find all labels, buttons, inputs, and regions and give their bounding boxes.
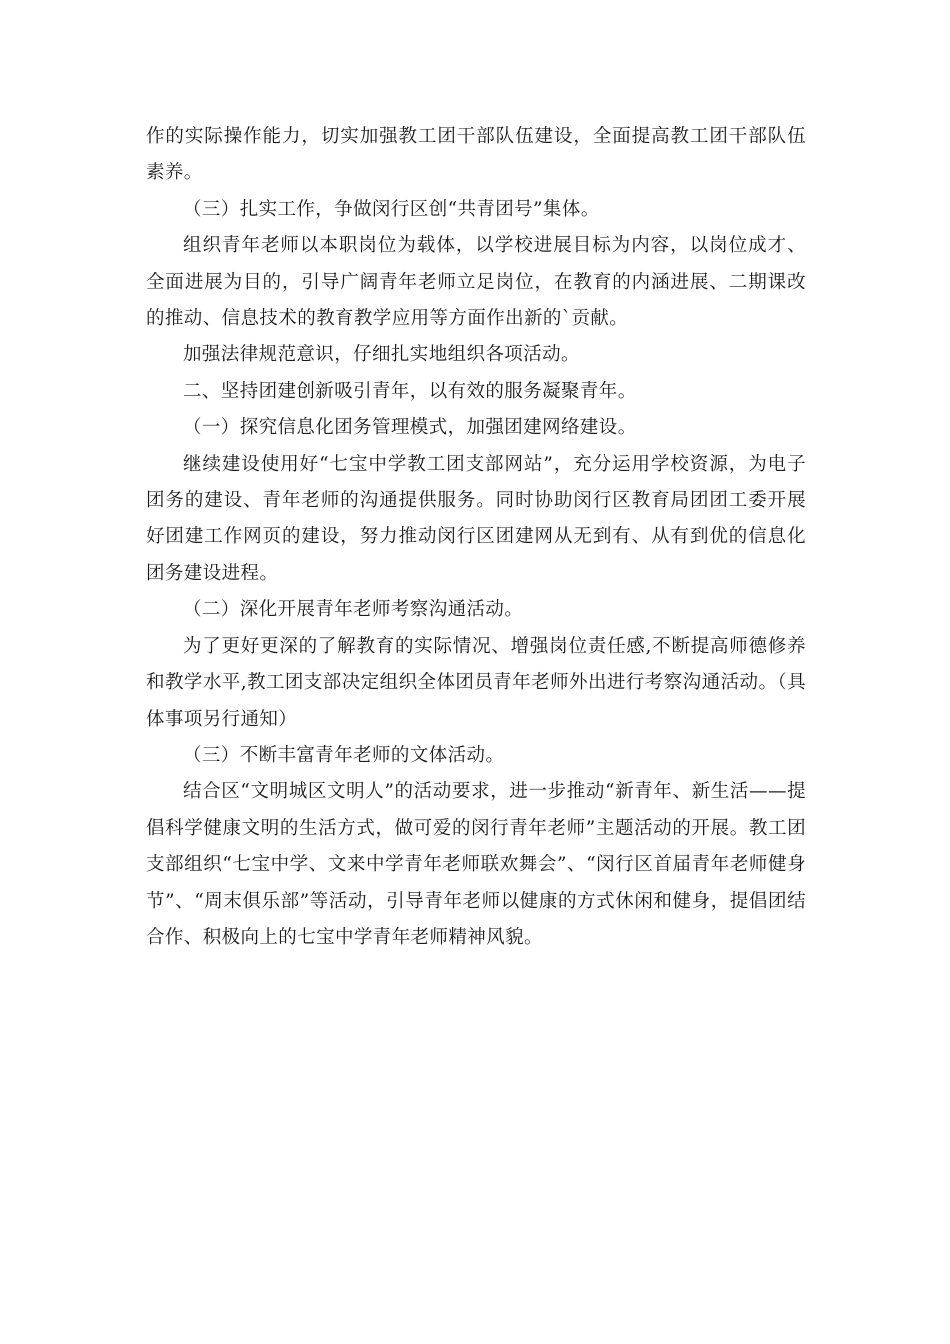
heading-two-exchange: （二）深化开展青年老师考察沟通活动。 [183,599,524,621]
paragraph-exchange-activity: 为了更好更深的了解教育的实际情况、增强岗位责任感,不断提高师德修养和教学水平,教工团支部决定组织全体团员青年老师外出进行考察沟通活动。（具体事项另行通知） [146,635,806,730]
paragraph-continuation: 作的实际操作能力，切实加强教工团干部队伍建设，全面提高教工团干部队伍素养。 [146,126,806,184]
paragraph-organize-teachers: 组织青年老师以本职岗位为载体，以学校进展目标为内容，以岗位成才、全面进展为目的，引导广阔青年老师立足岗位，在教育的内涵进展、二期课改的推动、信息技术的教育教学应用等方面作出新的`贡献。 [146,235,806,330]
document-body [146,119,806,956]
paragraph-cultural-activities: 结合区“文明城区文明人”的活动要求，进一步推动“新青年、新生活——提倡科学健康文明的生活方式，做可爱的闵行青年老师”主题活动的开展。教工团支部组织“七宝中学、文来中学青年老师联欢舞会”、“闵行区首届青年老师健身节”、“周末俱乐部”等活动，引导青年老师以健康的方式休闲和健身，提倡团结合作、积极向上的七宝中学青年老师精神风貌。 [146,781,806,948]
heading-three-cultural: （三）不断丰富青年老师的文体活动。 [183,744,505,766]
section-heading-two: 二、坚持团建创新吸引青年，以有效的服务凝聚青年。 [183,380,637,402]
paragraph-website: 继续建设使用好“七宝中学教工团支部网站”，充分运用学校资源，为电子团务的建设、青年老师的沟通提供服务。同时协助闵行区教育局团团工委开展好团建工作网页的建设，努力推动闵行区团建网从无到有、从有到优的信息化团务建设进程。 [146,453,806,584]
heading-three-practical-work: （三）扎实工作，争做闵行区创“共青团号”集体。 [183,198,600,220]
paragraph-legal-awareness: 加强法律规范意识，仔细扎实地组织各项活动。 [183,344,580,366]
heading-one-information: （一）探究信息化团务管理模式，加强团建网络建设。 [183,417,637,439]
